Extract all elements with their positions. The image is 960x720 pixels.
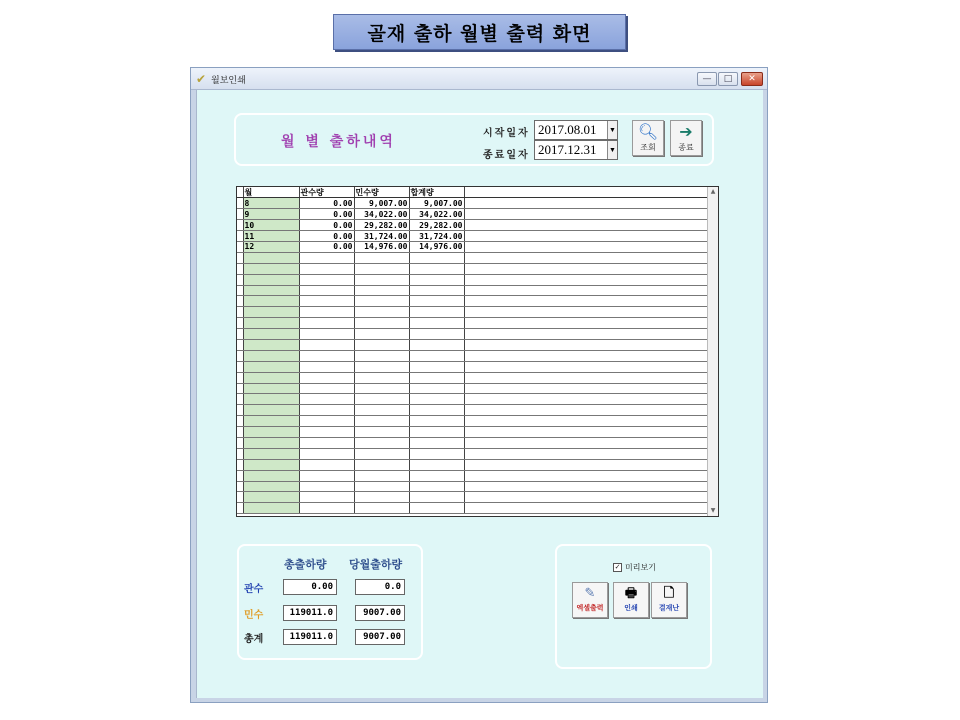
cell-gov[interactable] <box>299 503 354 514</box>
cell-private[interactable] <box>354 481 409 492</box>
cell-empty <box>464 263 708 274</box>
cell-gov[interactable] <box>299 329 354 340</box>
cell-empty <box>464 296 708 307</box>
cell-private[interactable] <box>354 459 409 470</box>
table-row[interactable] <box>237 492 708 503</box>
summary-label-grand: 총계 <box>244 634 264 645</box>
table-row[interactable] <box>237 361 708 372</box>
cell-gov[interactable] <box>299 263 354 274</box>
table-row[interactable] <box>237 383 708 394</box>
table-row[interactable] <box>237 437 708 448</box>
exit-button-label: 종료 <box>678 143 694 152</box>
cell-private[interactable] <box>354 274 409 285</box>
cell-month[interactable] <box>243 296 299 307</box>
table-row[interactable] <box>237 372 708 383</box>
cell-total[interactable] <box>409 329 464 340</box>
cell-total[interactable] <box>409 372 464 383</box>
cell-month[interactable] <box>243 350 299 361</box>
table-row[interactable] <box>237 470 708 481</box>
cell-empty <box>464 307 708 318</box>
cell-empty <box>464 198 708 209</box>
cell-month[interactable] <box>243 339 299 350</box>
start-date-field[interactable] <box>534 120 618 140</box>
cell-gov[interactable] <box>299 307 354 318</box>
report-window <box>190 67 768 703</box>
cell-total[interactable]: 9,007.00 <box>409 198 464 209</box>
cell-total[interactable] <box>409 405 464 416</box>
window-titlebar <box>191 68 767 90</box>
end-date-dropdown-icon[interactable]: ▼ <box>607 141 617 159</box>
cell-total[interactable] <box>409 448 464 459</box>
cell-month[interactable]: 8 <box>243 198 299 209</box>
cell-month[interactable]: 10 <box>243 220 299 231</box>
table-row[interactable] <box>237 307 708 318</box>
cell-month[interactable] <box>243 416 299 427</box>
summary-label-gov: 관수 <box>244 584 264 595</box>
table-row[interactable] <box>237 252 708 263</box>
cell-private[interactable]: 29,282.00 <box>354 220 409 231</box>
cell-month[interactable] <box>243 492 299 503</box>
cell-empty <box>464 427 708 438</box>
cell-private[interactable] <box>354 285 409 296</box>
app-check-icon: ✔ <box>196 72 207 86</box>
print-button-label: 인쇄 <box>624 604 638 612</box>
cell-empty <box>464 285 708 296</box>
cell-private[interactable] <box>354 339 409 350</box>
minimize-button[interactable]: — <box>697 72 717 86</box>
cell-private[interactable] <box>354 383 409 394</box>
summary-label-private: 민수 <box>244 610 264 621</box>
table-row[interactable] <box>237 285 708 296</box>
cell-private[interactable] <box>354 448 409 459</box>
window-frame-left <box>191 90 197 702</box>
cell-total[interactable] <box>409 263 464 274</box>
excel-export-button[interactable] <box>572 582 608 618</box>
grid-header-row <box>237 187 708 198</box>
preview-toggle[interactable] <box>613 562 656 573</box>
cell-total[interactable] <box>409 470 464 481</box>
cell-private[interactable] <box>354 492 409 503</box>
table-row[interactable] <box>237 459 708 470</box>
cell-total[interactable] <box>409 307 464 318</box>
summary-grand-total: 119011.0 <box>283 629 337 645</box>
cell-gov[interactable] <box>299 296 354 307</box>
cell-gov[interactable] <box>299 339 354 350</box>
cell-gov[interactable] <box>299 492 354 503</box>
cell-total[interactable] <box>409 350 464 361</box>
cell-empty <box>464 241 708 252</box>
cell-gov[interactable]: 0.00 <box>299 198 354 209</box>
cell-month[interactable] <box>243 329 299 340</box>
cell-empty <box>464 448 708 459</box>
cell-total[interactable]: 29,282.00 <box>409 220 464 231</box>
end-date-label: 종료일자 <box>483 150 530 161</box>
cell-private[interactable] <box>354 427 409 438</box>
table-row[interactable] <box>237 220 708 231</box>
start-date-label: 시작일자 <box>483 128 530 139</box>
cell-gov[interactable]: 0.00 <box>299 231 354 242</box>
cell-empty <box>464 503 708 514</box>
cell-empty <box>464 437 708 448</box>
cell-empty <box>464 470 708 481</box>
preview-label: 미리보기 <box>625 563 656 572</box>
cell-total[interactable] <box>409 459 464 470</box>
cell-empty <box>464 252 708 263</box>
cell-total[interactable] <box>409 394 464 405</box>
col-header-gov[interactable]: 관수량 <box>299 187 354 198</box>
cell-empty <box>464 459 708 470</box>
col-header-empty <box>464 187 708 198</box>
excel-export-label: 엑셀출력 <box>576 604 604 612</box>
cell-gov[interactable] <box>299 405 354 416</box>
grid-vertical-scrollbar[interactable] <box>707 187 718 516</box>
cell-gov[interactable] <box>299 274 354 285</box>
table-row[interactable] <box>237 231 708 242</box>
cell-gov[interactable] <box>299 470 354 481</box>
cell-gov[interactable] <box>299 448 354 459</box>
cell-empty <box>464 416 708 427</box>
page-heading: 월 별 출하내역 <box>281 134 396 150</box>
cell-gov[interactable] <box>299 481 354 492</box>
summary-month-heading: 당월출하량 <box>349 558 403 571</box>
cell-empty <box>464 383 708 394</box>
table-row[interactable] <box>237 350 708 361</box>
end-date-field[interactable] <box>534 140 618 160</box>
cell-month[interactable]: 12 <box>243 241 299 252</box>
table-row[interactable] <box>237 503 708 514</box>
close-button[interactable]: ✕ <box>741 72 763 86</box>
cell-month[interactable]: 11 <box>243 231 299 242</box>
table-row[interactable] <box>237 405 708 416</box>
cell-private[interactable]: 14,976.00 <box>354 241 409 252</box>
cell-private[interactable] <box>354 296 409 307</box>
cell-empty <box>464 220 708 231</box>
cell-empty <box>464 372 708 383</box>
cell-total[interactable] <box>409 361 464 372</box>
cell-total[interactable] <box>409 383 464 394</box>
cell-gov[interactable] <box>299 394 354 405</box>
table-row[interactable] <box>237 241 708 252</box>
monthly-grid[interactable] <box>236 186 719 517</box>
table-row[interactable] <box>237 481 708 492</box>
window-title: 월보인쇄 <box>211 76 246 86</box>
preview-checkbox[interactable]: ✓ <box>614 563 621 571</box>
cell-month[interactable] <box>243 361 299 372</box>
cell-gov[interactable] <box>299 416 354 427</box>
document-icon: 🗋︎ <box>663 586 675 601</box>
table-row[interactable] <box>237 318 708 329</box>
col-header-month[interactable]: 월 <box>243 187 299 198</box>
cell-month[interactable] <box>243 285 299 296</box>
col-header-total[interactable]: 합계량 <box>409 187 464 198</box>
summary-total-heading: 총출하량 <box>284 558 327 571</box>
cell-total[interactable] <box>409 274 464 285</box>
cell-empty <box>464 350 708 361</box>
scroll-down-icon[interactable]: ▼ <box>710 507 716 514</box>
cell-gov[interactable]: 0.00 <box>299 241 354 252</box>
cell-total[interactable] <box>409 339 464 350</box>
window-frame-right <box>763 90 767 702</box>
cell-month[interactable] <box>243 405 299 416</box>
cell-month[interactable]: 9 <box>243 209 299 220</box>
scroll-up-icon[interactable]: ▲ <box>710 188 716 195</box>
table-row[interactable] <box>237 263 708 274</box>
cell-private[interactable] <box>354 252 409 263</box>
cell-empty <box>464 492 708 503</box>
cell-month[interactable] <box>243 263 299 274</box>
cell-private[interactable] <box>354 307 409 318</box>
cell-total[interactable] <box>409 296 464 307</box>
cell-gov[interactable] <box>299 437 354 448</box>
report-button-label: 결재난 <box>658 604 680 612</box>
cell-gov[interactable] <box>299 372 354 383</box>
cell-private[interactable] <box>354 437 409 448</box>
table-row[interactable] <box>237 394 708 405</box>
cell-month[interactable] <box>243 437 299 448</box>
cell-private[interactable] <box>354 329 409 340</box>
search-button-label: 조회 <box>640 143 656 152</box>
slide-title: 골재 출하 월별 출력 화면 <box>333 14 626 50</box>
cell-private[interactable] <box>354 372 409 383</box>
cell-empty <box>464 274 708 285</box>
cell-month[interactable] <box>243 252 299 263</box>
report-button[interactable] <box>651 582 687 618</box>
cell-private[interactable] <box>354 350 409 361</box>
cell-month[interactable] <box>243 470 299 481</box>
cell-private[interactable] <box>354 394 409 405</box>
cell-private[interactable] <box>354 405 409 416</box>
cell-empty <box>464 394 708 405</box>
table-row[interactable] <box>237 427 708 438</box>
cell-month[interactable] <box>243 318 299 329</box>
cell-private[interactable]: 31,724.00 <box>354 231 409 242</box>
table-row[interactable] <box>237 339 708 350</box>
cell-month[interactable] <box>243 307 299 318</box>
cell-private[interactable]: 34,022.00 <box>354 209 409 220</box>
cell-private[interactable]: 9,007.00 <box>354 198 409 209</box>
cell-total[interactable] <box>409 252 464 263</box>
cell-total[interactable] <box>409 492 464 503</box>
cell-month[interactable] <box>243 383 299 394</box>
grid-table <box>237 187 708 514</box>
cell-month[interactable] <box>243 274 299 285</box>
cell-total[interactable] <box>409 503 464 514</box>
table-row[interactable] <box>237 209 708 220</box>
cell-private[interactable] <box>354 361 409 372</box>
summary-grand-month: 9007.00 <box>355 629 405 645</box>
cell-empty <box>464 329 708 340</box>
cell-gov[interactable]: 0.00 <box>299 209 354 220</box>
search-button[interactable] <box>632 120 664 156</box>
summary-private-month: 9007.00 <box>355 605 405 621</box>
cell-empty <box>464 361 708 372</box>
printer-icon: 🖶︎ <box>624 586 638 601</box>
maximize-button[interactable]: □ <box>718 72 738 86</box>
cell-gov[interactable]: 0.00 <box>299 220 354 231</box>
cell-total[interactable] <box>409 318 464 329</box>
table-row[interactable] <box>237 274 708 285</box>
cell-total[interactable]: 31,724.00 <box>409 231 464 242</box>
cell-gov[interactable] <box>299 318 354 329</box>
table-row[interactable] <box>237 329 708 340</box>
cell-empty <box>464 209 708 220</box>
excel-export-icon: ✎ <box>584 586 596 601</box>
exit-button[interactable] <box>670 120 702 156</box>
cell-month[interactable] <box>243 427 299 438</box>
cell-gov[interactable] <box>299 427 354 438</box>
cell-gov[interactable] <box>299 459 354 470</box>
cell-month[interactable] <box>243 503 299 514</box>
table-row[interactable] <box>237 198 708 209</box>
exit-door-icon: ➔ <box>679 122 693 141</box>
col-header-private[interactable]: 민수량 <box>354 187 409 198</box>
cell-empty <box>464 339 708 350</box>
cell-total[interactable] <box>409 481 464 492</box>
cell-empty <box>464 481 708 492</box>
table-row[interactable] <box>237 296 708 307</box>
start-date-dropdown-icon[interactable]: ▼ <box>607 121 617 139</box>
cell-total[interactable]: 14,976.00 <box>409 241 464 252</box>
window-frame-bottom <box>191 698 767 702</box>
cell-empty <box>464 318 708 329</box>
cell-private[interactable] <box>354 503 409 514</box>
table-row[interactable] <box>237 448 708 459</box>
cell-gov[interactable] <box>299 285 354 296</box>
cell-gov[interactable] <box>299 350 354 361</box>
magnifier-icon: 🔍︎ <box>637 122 659 141</box>
cell-month[interactable] <box>243 448 299 459</box>
cell-month[interactable] <box>243 372 299 383</box>
cell-private[interactable] <box>354 318 409 329</box>
cell-month[interactable] <box>243 481 299 492</box>
print-button[interactable] <box>613 582 649 618</box>
cell-gov[interactable] <box>299 383 354 394</box>
end-date-value: 2017.12.31 <box>538 142 597 157</box>
summary-gov-month: 0.0 <box>355 579 405 595</box>
table-row[interactable] <box>237 416 708 427</box>
cell-gov[interactable] <box>299 252 354 263</box>
cell-empty <box>464 405 708 416</box>
cell-private[interactable] <box>354 470 409 481</box>
cell-month[interactable] <box>243 394 299 405</box>
summary-private-total: 119011.0 <box>283 605 337 621</box>
start-date-value: 2017.08.01 <box>538 122 597 137</box>
cell-total[interactable] <box>409 427 464 438</box>
cell-gov[interactable] <box>299 361 354 372</box>
cell-total[interactable]: 34,022.00 <box>409 209 464 220</box>
cell-total[interactable] <box>409 285 464 296</box>
cell-empty <box>464 231 708 242</box>
summary-gov-total: 0.00 <box>283 579 337 595</box>
cell-total[interactable] <box>409 437 464 448</box>
cell-total[interactable] <box>409 416 464 427</box>
cell-private[interactable] <box>354 263 409 274</box>
cell-private[interactable] <box>354 416 409 427</box>
cell-month[interactable] <box>243 459 299 470</box>
